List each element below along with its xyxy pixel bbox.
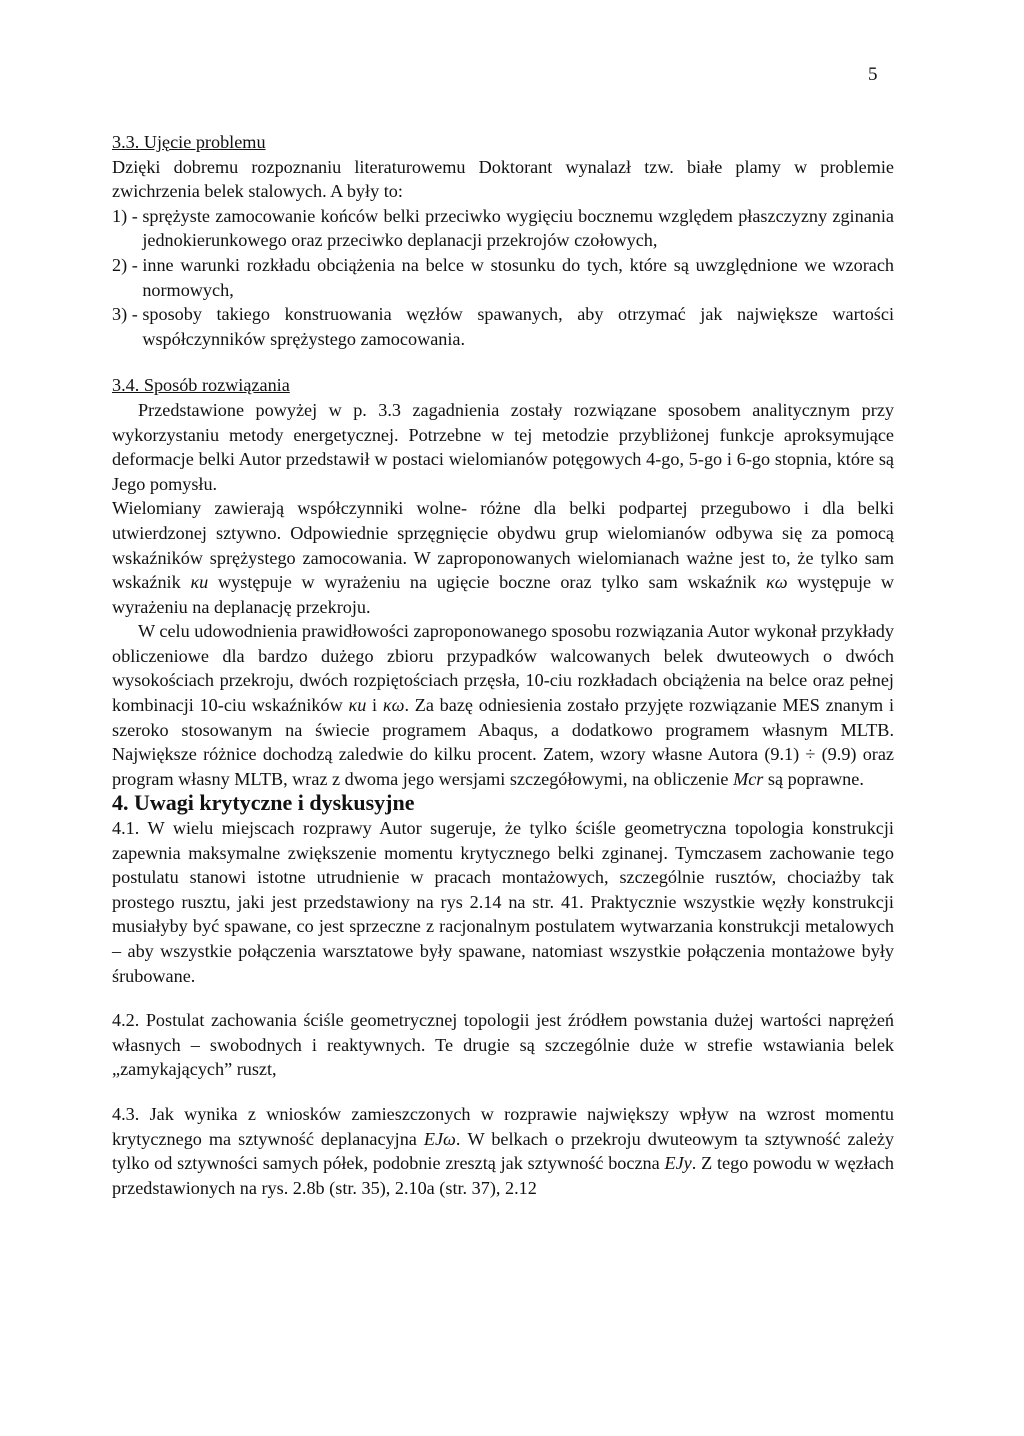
list-item-3-text: sposoby takiego konstruowania węzłów spawanych, aby otrzymać jak największe wartości współczynników sprężystego zamocowania. (142, 304, 894, 349)
kappa-omega-symbol: κω (766, 572, 788, 593)
kappa-u-symbol: κu (190, 572, 209, 593)
ej-y-symbol: EJy (664, 1153, 692, 1174)
kappa-omega-symbol-2: κω (382, 695, 405, 716)
list-item-1 (112, 204, 894, 253)
list-item-3-number: 3) - (112, 304, 143, 325)
page-content (112, 130, 894, 1200)
point-4-2: 4.2. Postulat zachowania ściśle geometrycznej topologii jest źródłem powstania dużej wartości naprężeń własnych – swobodnych i reaktywnych. Te drugie są szczególnie duże w strefie wstawiania belek „zamykających” ruszt, (112, 1010, 894, 1080)
list-item-2 (112, 253, 894, 302)
ej-omega-symbol: EJω (423, 1128, 456, 1149)
section-3-4-paragraph-1: Przedstawione powyżej w p. 3.3 zagadnienia zostały rozwiązane sposobem analitycznym przy wykorzystaniu metody energetycznej. Potrzebne w tej metodzie przybliżonej funkcje aproksymujące deformacje belki Autor przedstawił w postaci wielomianów potęgowych 4-go, 5-go i 6-go stopnia, które są Jego pomysłu. (112, 399, 894, 494)
list-item-1-number: 1) - (112, 205, 143, 226)
paragraph-3-text-b: . Za bazę odniesienia zostało przyjęte rozwiązanie MES znanym i szeroko stosowanym na świecie programem Abaqus, a dodatkowo programem własnym MLTB. Największe różnice dochodzą zaledwie do kilku procent. Zatem, wzory własne Autora (9.1) ÷ (9.9) oraz program własny MLTB, wraz z dwoma jego wersjami szczegółowymi, na obliczenie (112, 695, 895, 789)
section-3-4-paragraph-3 (112, 619, 894, 791)
section-3-3-intro: Dzięki dobremu rozpoznaniu literaturowemu Doktorant wynalazł tzw. białe plamy w problemie zwichrzenia belek stalowych. A były to: (112, 156, 894, 202)
point-4-3-text-a: 4.3. Jak wynika z wniosków zamieszczonych w rozprawie największy wpływ na wzrost momentu krytycznego ma sztywność deplanacyjna (112, 1103, 894, 1149)
paragraph-3-text-c: są poprawne. (763, 768, 864, 789)
paragraph-2-text-a: Wielomiany zawierają współczynniki wolne- różne dla belki podpartej przegubowo i dla belki utwierdzonej sztywno. Odpowiednie sprzęgnięcie obydwu grup wielomianów odbywa się za pomocą wskaźników sprężystego zamocowania. W zaproponowanych wielomianach ważne jest to, że tylko sam wskaźnik (112, 498, 894, 593)
paragraph-3-text-a: W celu udowodnienia prawidłowości zaproponowanego sposobu rozwiązania Autor wykonał przykłady obliczeniowe dla bardzo dużego zbioru przypadków walcowanych belek dwuteowych o dwóch wysokościach przekroju, dwóch rozpiętościach przęsła, 10-ciu rozkładach obciążenia na belce oraz pełnej kombinacji 10-ciu wskaźników (112, 621, 894, 716)
list-item-2-number: 2) - (112, 254, 143, 275)
section-3-3-heading: 3.3. Ujęcie problemu (112, 132, 266, 152)
section-3-4-heading: 3.4. Sposób rozwiązania (112, 375, 290, 396)
kappa-u-symbol-2: κu (348, 695, 367, 716)
paragraph-3-conjunction: i (366, 695, 383, 716)
section-4-title: 4. Uwagi krytyczne i dyskusyjne (112, 790, 415, 816)
point-4-1: 4.1. W wielu miejscach rozprawy Autor sugeruje, że tylko ściśle geometryczna topologia konstrukcji zapewnia maksymalne zwiększenie momentu krytycznego belki zginanej. Tymczasem zachowanie tego postulatu stanowi istotne utrudnienie w pracach montażowych, szczególnie rusztów, chociażby tak prostego rusztu, jaki jest przedstawiony na rys 2.14 na str. 41. Praktycznie wszystkie węzły konstrukcji musiałyby być spawane, co jest sprzeczne z racjonalnym postulatem wytwarzania konstrukcji metalowych – aby wszystkie połączenia warsztatowe były spawane, natomiast wszystkie połączenia montażowe były śrubowane. (112, 818, 894, 986)
mcr-symbol: Mcr (733, 768, 764, 789)
list-item-1-text: sprężyste zamocowanie końców belki przeciwko wygięciu bocznemu względem płaszczyzny zginania jednokierunkowego oraz przeciwko deplanacji przekrojów czołowych, (142, 205, 894, 251)
list-item-3 (112, 302, 894, 351)
list-item-2-text: inne warunki rozkładu obciążenia na belce w stosunku do tych, które są uwzględnione we wzorach normowych, (142, 254, 894, 300)
paragraph-2-text-b: występuje w wyrażeniu na ugięcie boczne oraz tylko sam wskaźnik (208, 572, 767, 593)
point-4-3-text-b: . W belkach o przekroju dwuteowym ta sztywność zależy tylko od sztywności samych półek, podobnie zresztą jak sztywność boczna (112, 1128, 894, 1174)
section-3-4-paragraph-2 (112, 496, 894, 619)
page-number: 5 (868, 64, 878, 85)
paragraph-2-text-c: występuje w wyrażeniu na deplanację przekroju. (112, 572, 894, 617)
point-4-3-text-c: . Z tego powodu w węzłach przedstawionych na rys. 2.8b (str. 35), 2.10a (str. 37), 2.12 (112, 1153, 895, 1198)
point-4-3 (112, 1102, 894, 1200)
